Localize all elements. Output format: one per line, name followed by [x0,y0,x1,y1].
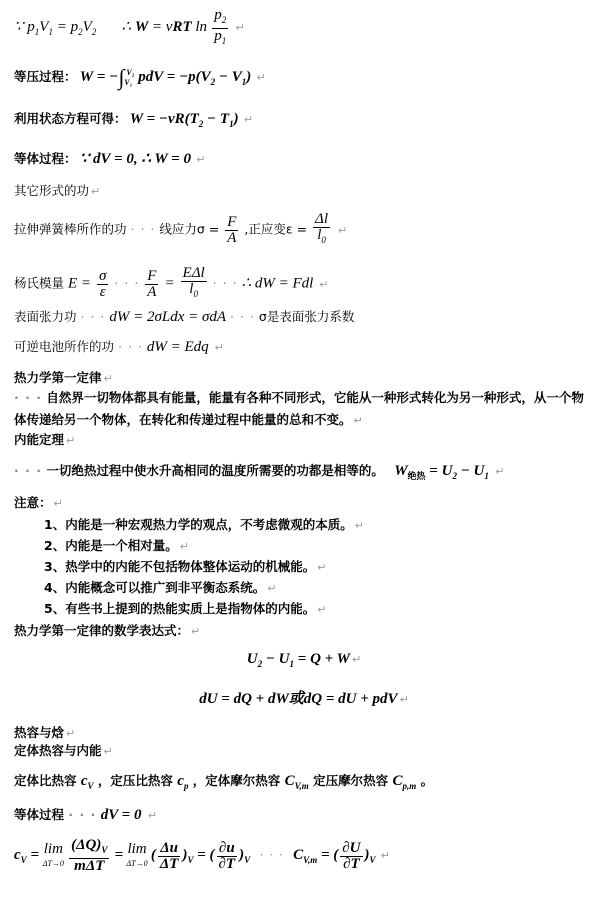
dot-leader: · · · [118,339,143,354]
dot-leader: · · · [14,390,42,405]
heading-internal-energy [14,431,75,450]
heading-math-expression [14,622,200,641]
surface-tension-label: 表面张力功 [14,309,77,324]
fraction-F-A-2: $\frac{F}{A}$ [147,267,157,300]
dot-leader: · · · [80,309,106,324]
return-mark: ↵ [191,625,201,638]
heading-const-vol-text: 定体热容与内能 [14,743,102,758]
isochoric-label: 等体过程： [14,151,77,166]
dot-leader: · · · [259,846,284,862]
notes-label-text: 注意： [14,495,52,510]
return-mark: ↵ [399,693,409,706]
note-item [44,537,189,556]
return-mark: ↵ [147,809,158,822]
dot-leader: · · · [114,275,140,291]
equation-cv-definition: $c_V = \lim$ ΔT→0 $\frac{(\Delta Q)_V}{\text{mΔT}}$ = lim ΔT→0 ( $\frac{\Delta u}{\Delta T}$ )$_V$ = ( $\frac{\partial u}{\partial T}$ )$_V$ · · · $C_{V,m}$ = ( $\frac{\partial U}{\partial T}$ )$_V$ ↵ [14,837,390,874]
line-isochoric-process [14,806,157,825]
note-item [44,579,276,598]
battery-work-eq: dW = Edq [146,339,209,355]
return-mark: ↵ [66,727,76,740]
return-mark: ↵ [91,185,101,198]
youngs-conclusion: ∴ dW = Fdl [241,275,314,292]
return-mark: ↵ [196,153,206,166]
return-mark: ↵ [352,653,362,666]
heading-heat-capacity [14,724,75,743]
line-state-equation: 利用状态方程可得： $W = -\nu R(T_2 - T_1)$ ↵ [14,111,254,129]
fraction-dQ-mdT: $\frac{(\Delta Q)_V}{\text{mΔT}}$ [71,837,108,874]
dot-leader: · · · [230,309,255,324]
fraction-p2-p1: $\frac{p_2}{p_1}$ [214,7,227,46]
differential-eq-text: dU = dQ + dW或dQ = dU + pdV [199,691,398,707]
return-mark: ↵ [53,497,63,510]
return-mark: ↵ [103,745,113,758]
surface-tension-note: σ是表面张力系数 [258,309,355,324]
fraction-Edl-l0: $\frac{\text{EΔl}}{l_0}$ [182,265,205,299]
iso-label: 等体过程 [14,807,65,822]
stress-label: 线应力σ = [159,221,220,237]
equation-differential [0,690,608,709]
dot-leader: · · · [212,275,238,291]
return-mark: ↵ [317,603,327,616]
line-youngs-modulus: 杨氏模量 E = $\frac{\sigma}{\varepsilon}$ · · · $\frac{F}{A}$ = $\frac{\text{EΔl}}{l_0}$ · · · ∴ dW = Fdl ↵ [14,266,328,302]
return-mark: ↵ [380,848,390,862]
line-battery-work [14,338,224,357]
note-item [44,516,364,535]
return-mark: ↵ [243,113,254,126]
heading-math-text: 热力学第一定律的数学表达式： [14,623,190,638]
return-mark: ↵ [353,414,363,427]
note-item [44,558,326,577]
note-text: 4、内能概念可以推广到非平衡态系统。 [44,580,266,595]
equation-first-law: $U_2 - U_1 = Q + W$ ↵ [246,651,362,669]
surface-tension-eq: dW = 2σLdx = σdA [109,309,227,325]
fraction-du-dT: $\frac{\Delta u}{\Delta T}$ [159,839,179,872]
line-other-work [14,182,100,201]
return-mark: ↵ [235,21,245,35]
dot-leader: · · · [130,221,156,237]
spring-work-label: 拉伸弹簧棒所作的功 [14,221,127,237]
line-spring-work [14,212,347,248]
fraction-partial-U: $\frac{\partial U}{\partial T}$ [342,839,361,872]
first-law-paragraph [14,387,594,432]
line-isothermal-work: ∵ $p_1V_1 = p_2V_2$ ∴ W = νRT ln $\frac{p_2}{p_1}$ ↵ [14,8,245,49]
fraction-F-A: $\frac{F}{A}$ [227,213,237,246]
return-mark: ↵ [103,372,113,385]
return-mark: ↵ [319,277,329,291]
note-item [44,600,326,619]
youngs-label: 杨氏模量 [14,275,65,291]
dot-leader: · · · [14,463,42,478]
line-isochoric [14,150,205,169]
isobaric-label: 等压过程： [14,69,77,84]
heading-internal-text: 内能定理 [14,432,65,447]
return-mark: ↵ [66,434,76,447]
battery-work-label: 可逆电池所作的功 [14,339,115,354]
line-isobaric: 等压过程： $W = -\int_{V_1}^{V_2}$ pdV = $-p(V_2 - V_1)$ ↵ [14,64,266,90]
notes-label [14,494,63,513]
fraction-dl-l0: $\frac{\Delta l}{l_0}$ [315,211,329,245]
return-mark: ↵ [256,71,266,84]
return-mark: ↵ [338,223,348,237]
line-heat-capacities: 定体比热容 $c_V$ ，定压比热容 $c_p$ ，定体摩尔热容 $C_{V,m}$ 定压摩尔热容 $C_{p,m}$ 。 [14,773,434,791]
internal-theorem-text: 一切绝热过程中使水升高相同的温度所需要的功都是相等的。 [46,463,384,478]
heading-constant-volume [14,742,113,761]
return-mark: ↵ [495,465,505,478]
heading-first-law-text: 热力学第一定律 [14,370,102,385]
isochoric-eq: ∵ dV = 0, ∴ W = 0 [79,151,191,167]
heading-first-law [14,369,113,388]
note-text: 2、内能是一个相对量。 [44,538,178,553]
note-text: 5、有些书上提到的热能实质上是指物体的内能。 [44,601,316,616]
note-text: 3、热学中的内能不包括物体整体运动的机械能。 [44,559,316,574]
iso-eq: dV = 0 [100,807,142,823]
return-mark: ↵ [214,341,224,354]
state-eq-label: 利用状态方程可得： [14,111,127,126]
return-mark: ↵ [179,540,189,553]
strain-label: ,正应变ε = [244,221,308,237]
line-internal-energy-theorem: · · · 一切绝热过程中使水升高相同的温度所需要的功都是相等的。 $W_{绝热} = U_2 - U_1$ ↵ [14,463,505,481]
dot-leader: · · · [68,807,97,822]
line-surface-tension [14,308,354,326]
return-mark: ↵ [267,582,277,595]
heading-heat-cap-text: 热容与焓 [14,725,65,740]
first-law-text: 自然界一切物体都具有能量，能量有各种不同形式，它能从一种形式转化为另一种形式，从一个物体传递给另一个物体，在转化和传递过程中能量的总和不变。 [14,390,584,427]
fraction-sigma-eps: $\frac{\sigma}{\varepsilon}$ [99,267,107,300]
return-mark: ↵ [354,519,364,532]
return-mark: ↵ [317,561,327,574]
other-work-label: 其它形式的功 [14,183,90,198]
fraction-partial-u: $\frac{\partial u}{\partial T}$ [218,839,236,872]
note-text: 1、内能是一种宏观热力学的观点，不考虑微观的本质。 [44,517,353,532]
